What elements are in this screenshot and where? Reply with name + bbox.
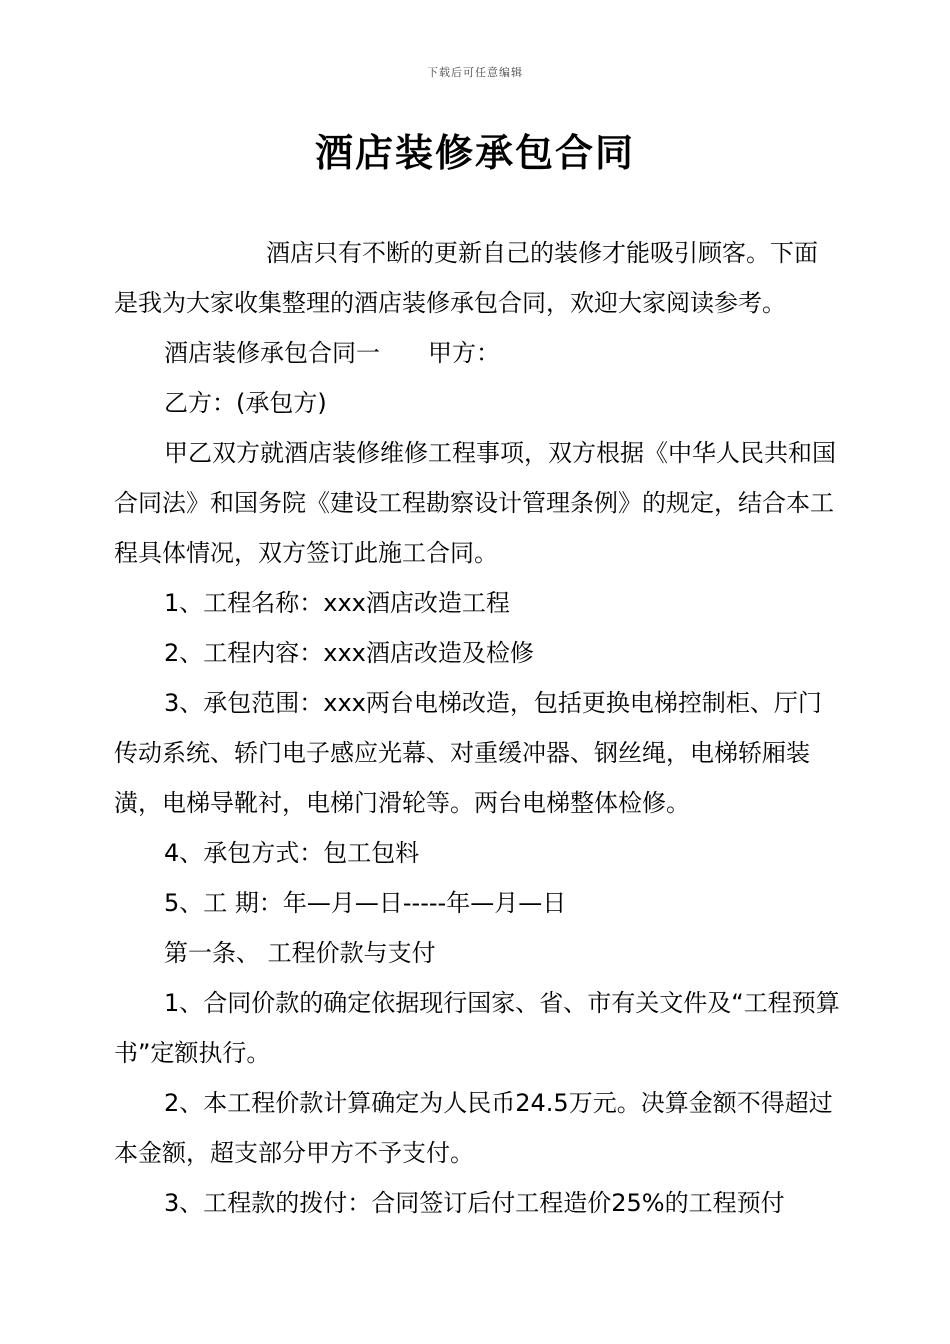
document-body: [114, 228, 840, 1228]
contract-method-item: 4、承包方式：包工包料: [164, 839, 420, 867]
project-name-item: 1、工程名称：xxx酒店改造工程: [164, 589, 510, 617]
price-basis-item: 1、合同价款的确定依据现行国家、省、市有关文件及“工程预算书”定额执行。: [114, 989, 840, 1067]
contract-scope-item: 3、承包范围：xxx两台电梯改造，包括更换电梯控制柜、厅门传动系统、轿门电子感应光幕、对重缓冲器、钢丝绳，电梯轿厢装潢，电梯导靴衬，电梯门滑轮等。两台电梯整体检修。: [114, 689, 822, 817]
payment-item: 3、工程款的拨付：合同签订后付工程造价25%的工程预付: [164, 1189, 785, 1217]
project-period-item: 5、工 期：年—月—日-----年—月—日: [164, 889, 567, 917]
party-b-line: 乙方：(承包方): [164, 389, 327, 417]
price-amount-item: 2、本工程价款计算确定为人民币24.5万元。决算金额不得超过本金额，超支部分甲方不予支付。: [114, 1089, 833, 1167]
preamble-paragraph: 甲乙双方就酒店装修维修工程事项，双方根据《中华人民共和国合同法》和国务院《建设工程勘察设计管理条例》的规定，结合本工程具体情况，双方签订此施工合同。: [114, 439, 836, 567]
article-one-heading: 第一条、 工程价款与支付: [164, 939, 436, 967]
contract-heading-parties: 酒店装修承包合同一 甲方：: [164, 339, 500, 367]
project-content-item: 2、工程内容：xxx酒店改造及检修: [164, 639, 534, 667]
document-title: 酒店装修承包合同: [314, 130, 635, 175]
intro-paragraph: 酒店只有不断的更新自己的装修才能吸引顾客。下面是我为大家收集整理的酒店装修承包合同，欢迎大家阅读参考。: [114, 239, 818, 317]
header-note: 下载后可任意编辑: [427, 66, 523, 79]
